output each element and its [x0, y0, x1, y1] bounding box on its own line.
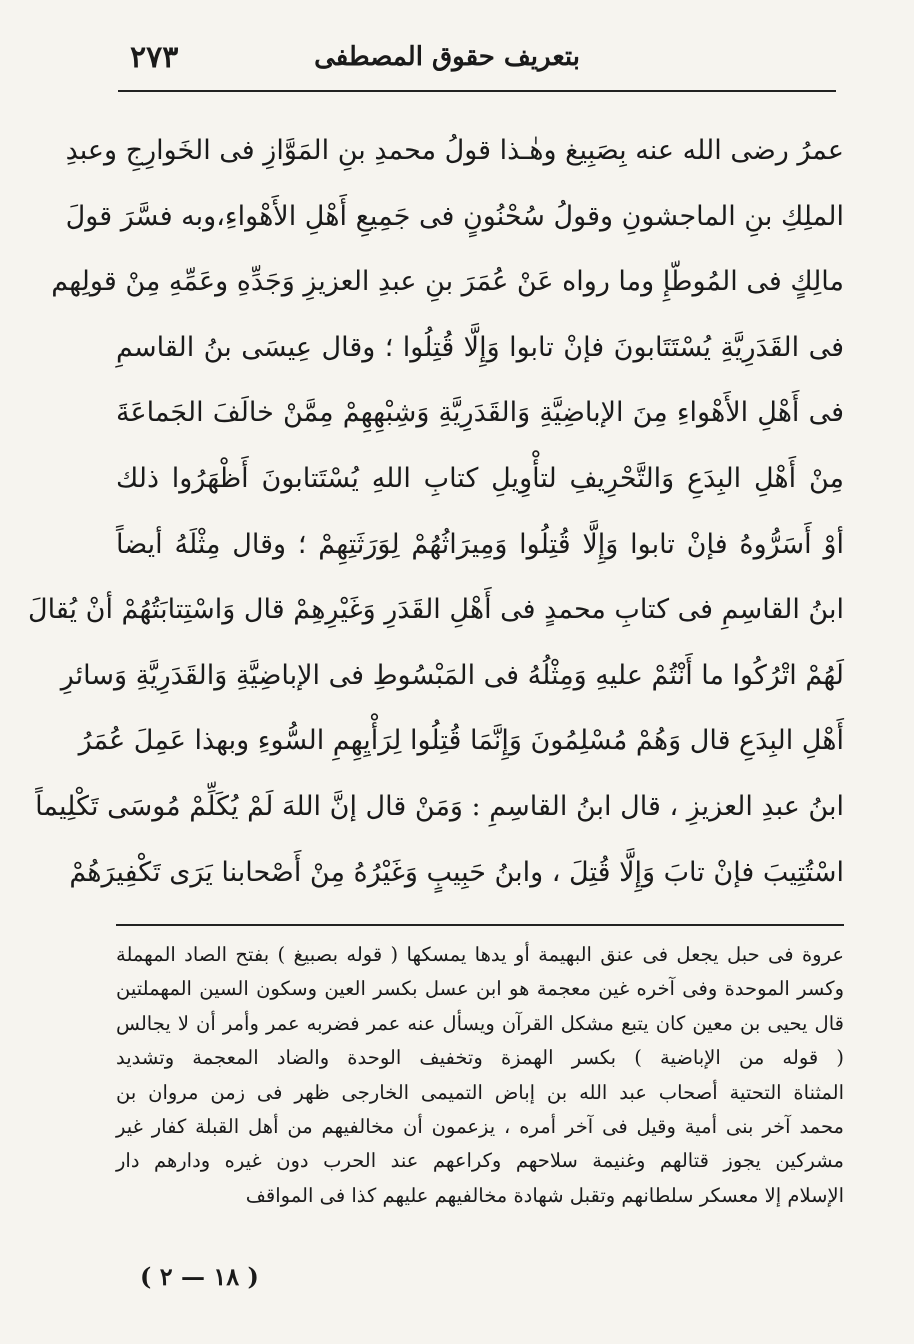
- footnote-line: الإسلام إلا معسكر سلطانهم وتقبل شهادة مخالفيهم عليهم كذا فى المواقف: [245, 1183, 844, 1207]
- footnote-line: ( قوله من الإباضية ) بكسر الهمزة وتخفيف الوحدة والضاد المعجمة وتشديد: [116, 1046, 844, 1070]
- main-text-line: أَهْلِ البِدَعِ قال وَهُمْ مُسْلِمُونَ وَإِنَّمَا قُتِلُوا لِرَأْيِهِمِ السُّوءِ وبهذا عَمِلَ عُمَرُ: [78, 725, 844, 757]
- main-text-line: لَهُمْ اتْرُكُوا ما أَنْتُمْ عليهِ وَمِثْلُهُ فى المَبْسُوطِ فى الإباضِيَّةِ وَالقَدَرِيَّةِ وَسائرِ: [60, 659, 844, 691]
- main-text-line: ابنُ عبدِ العزيزِ ، قال ابنُ القاسِمِ : وَمَنْ قال إنَّ اللهَ لَمْ يُكَلِّمْ مُوسَى تَكْلِيماً: [35, 790, 844, 822]
- main-text-line: فى أَهْلِ الأَهْواءِ مِنَ الإباضِيَّةِ وَالقَدَرِيَّةِ وَشِبْهِهِمْ مِمَّنْ خالَفَ الجَماعَةَ: [116, 397, 844, 429]
- main-text-line: عمرُ رضى الله عنه بِصَبِيغ وهٰـذا قولُ محمدِ بنِ المَوَّازِ فى الخَوارِجِ وعبدِ: [65, 135, 844, 166]
- main-text-line: أوْ أَسَرُّوهُ فإنْ تابوا وَإِلَّا قُتِلُوا وَمِيرَاثُهُمْ لِوَرَثَتِهِمْ ؛ وقال مِثْلَهُ أيضاً: [116, 528, 844, 560]
- footnotes: [116, 938, 844, 1213]
- footnote-line: مشركين يجوز قتالهم وغنيمة سلاحهم وكراعهم عند الحرب دون غيره ودارهم دار: [116, 1149, 844, 1173]
- page-number: ٢٧٣: [130, 40, 179, 75]
- footnote-rule: [116, 924, 844, 926]
- footnote-line: قال يحيى بن معين كان يتبع مشكل القرآن ويسأل عنه عمر فضربه عمر وأمر أن لا يجالس: [116, 1011, 844, 1035]
- main-text-line: اسْتُتِيبَ فإنْ تابَ وَإِلَّا قُتِلَ ، وابنُ حَبِيبٍ وَغَيْرُهُ مِنْ أَصْحابنا يَرَى تَكْفِيرَهُمْ: [69, 856, 844, 888]
- main-text-line: ابنُ القاسِمِ فى كتابِ محمدٍ فى أَهْلِ القَدَرِ وَغَيْرِهِمْ قال وَاسْتِتابَتُهُمْ أنْ يُقالَ: [28, 594, 844, 626]
- main-text-line: فى القَدَرِيَّةِ يُسْتَتَابونَ فإنْ تابوا وَإِلَّا قُتِلُوا ؛ وقال عِيسَى بنُ القاسمِ: [116, 331, 844, 363]
- footnote-line: محمد آخر بنى أمية وقيل فى آخر أمره ، يزعمون أن مخالفيهم من أهل القبلة كفار غير: [116, 1114, 844, 1138]
- footnote-line: وكسر الموحدة وفى آخره غين معجمة هو ابن عسل بكسر العين وسكون السين المهملتين: [116, 977, 844, 1001]
- main-text-line: مِنْ أَهْلِ البِدَعِ وَالتَّحْرِيفِ لتأْوِيلِ كتابِ اللهِ يُسْتَتابونَ أَظْهَرُوا ذلك: [116, 462, 844, 494]
- main-text-line: مالِكٍ فى المُوطّإِ وما رواه عَنْ عُمَرَ بنِ عبدِ العزيزِ وَجَدِّهِ وعَمِّهِ مِنْ قولِهم: [51, 266, 844, 298]
- footnote-line: المثناة التحتية أصحاب عبد الله بن إباض التميمى الخارجى ظهر فى زمن مروان بن: [116, 1080, 844, 1104]
- running-title: بتعريف حقوق المصطفى: [314, 42, 580, 72]
- main-text-line: الملِكِ بنِ الماجشونِ وقولُ سُحْنُونٍ فى جَمِيعِ أَهْلِ الأَهْواءِ،وبه فسَّرَ قولَ: [65, 200, 844, 232]
- header-rule: [118, 90, 836, 92]
- running-header: [130, 36, 830, 92]
- footnote-line: عروة فى حبل يجعل فى عنق البهيمة أو يدها يمسكها ( قوله بصبيغ ) بفتح الصاد المهملة: [116, 943, 844, 966]
- signature-mark: ( ١٨ — ٢ ): [140, 1262, 259, 1291]
- main-text: [28, 118, 844, 905]
